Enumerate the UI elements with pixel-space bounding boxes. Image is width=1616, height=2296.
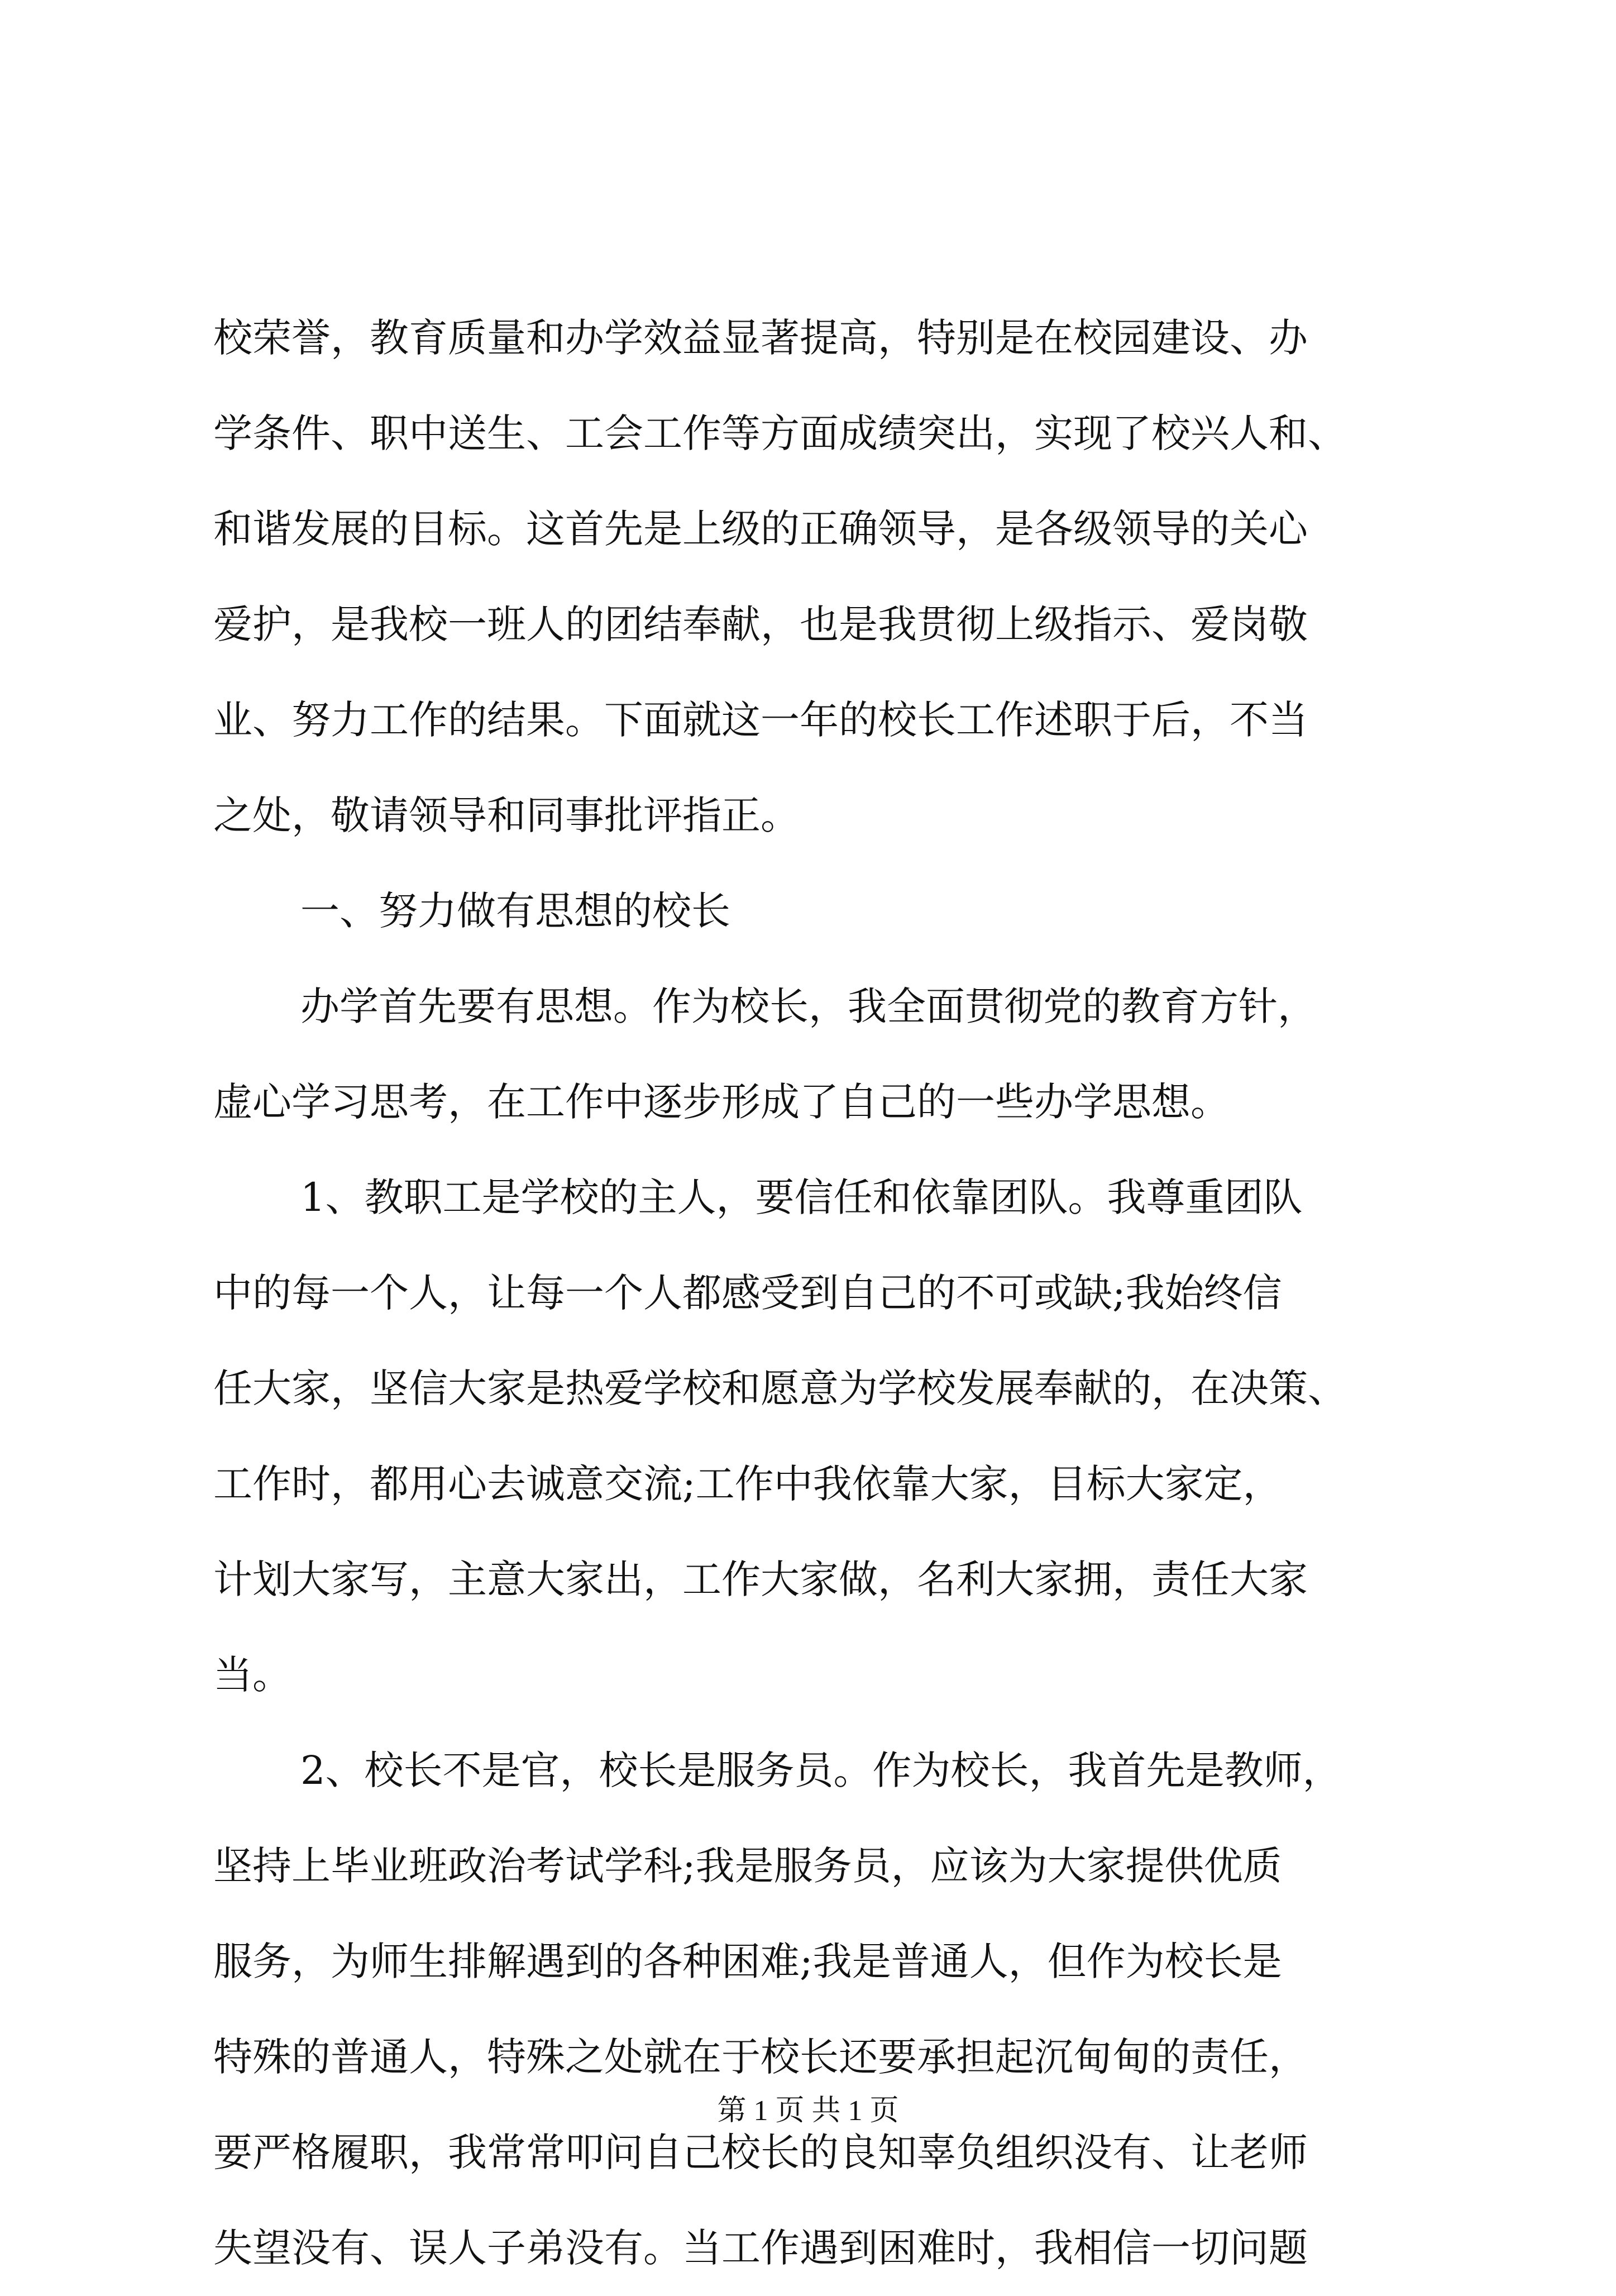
text-line: 业、努力工作的结果。下面就这一年的校长工作述职于后，不当 bbox=[213, 697, 1308, 743]
text-line: 学条件、职中送生、工会工作等方面成绩突出，实现了校兴人和、 bbox=[213, 410, 1347, 456]
text-line: 坚持上毕业班政治考试学科;我是服务员，应该为大家提供优质 bbox=[213, 1843, 1282, 1889]
text-line: 校荣誉，教育质量和办学效益显著提高，特别是在校园建设、办 bbox=[213, 315, 1308, 361]
paragraph-start-line: 1、教职工是学校的主人，要信任和依靠团队。我尊重团队 bbox=[300, 1175, 1303, 1220]
paragraph-start-line: 办学首先要有思想。作为校长，我全面贯彻党的教育方针， bbox=[300, 984, 1317, 1029]
text-line: 失望没有、误人子弟没有。当工作遇到困难时，我相信一切问题 bbox=[213, 2225, 1308, 2271]
body-text bbox=[213, 290, 1414, 2296]
paragraph-start-line: 2、校长不是官，校长是服务员。作为校长，我首先是教师， bbox=[300, 1748, 1342, 1793]
text-line: 虚心学习思考，在工作中逐步形成了自己的一些办学思想。 bbox=[213, 1079, 1230, 1125]
text-line: 中的每一个人，让每一个人都感受到自己的不可或缺;我始终信 bbox=[213, 1270, 1282, 1316]
section-heading: 一、努力做有思想的校长 bbox=[300, 888, 730, 934]
text-line: 服务，为师生排解遇到的各种困难;我是普通人，但作为校长是 bbox=[213, 1939, 1282, 1984]
text-line: 之处，敬请领导和同事批评指正。 bbox=[213, 793, 800, 838]
text-line: 要严格履职，我常常叩问自己校长的良知辜负组织没有、让老师 bbox=[213, 2130, 1308, 2175]
text-line: 爱护，是我校一班人的团结奉献，也是我贯彻上级指示、爱岗敬 bbox=[213, 602, 1308, 647]
text-line: 工作时，都用心去诚意交流;工作中我依靠大家，目标大家定， bbox=[213, 1461, 1282, 1507]
text-line: 任大家，坚信大家是热爱学校和愿意为学校发展奉献的，在决策、 bbox=[213, 1366, 1347, 1411]
text-line: 计划大家写，主意大家出，工作大家做，名利大家拥，责任大家 bbox=[213, 1557, 1308, 1602]
text-line: 当。 bbox=[213, 1652, 291, 1698]
text-line: 和谐发展的目标。这首先是上级的正确领导，是各级领导的关心 bbox=[213, 506, 1308, 552]
page-footer bbox=[0, 2092, 1616, 2131]
text-line: 特殊的普通人，特殊之处就在于校长还要承担起沉甸甸的责任， bbox=[213, 2034, 1308, 2080]
page-number-label: 第 1 页 共 1 页 bbox=[717, 2095, 899, 2127]
